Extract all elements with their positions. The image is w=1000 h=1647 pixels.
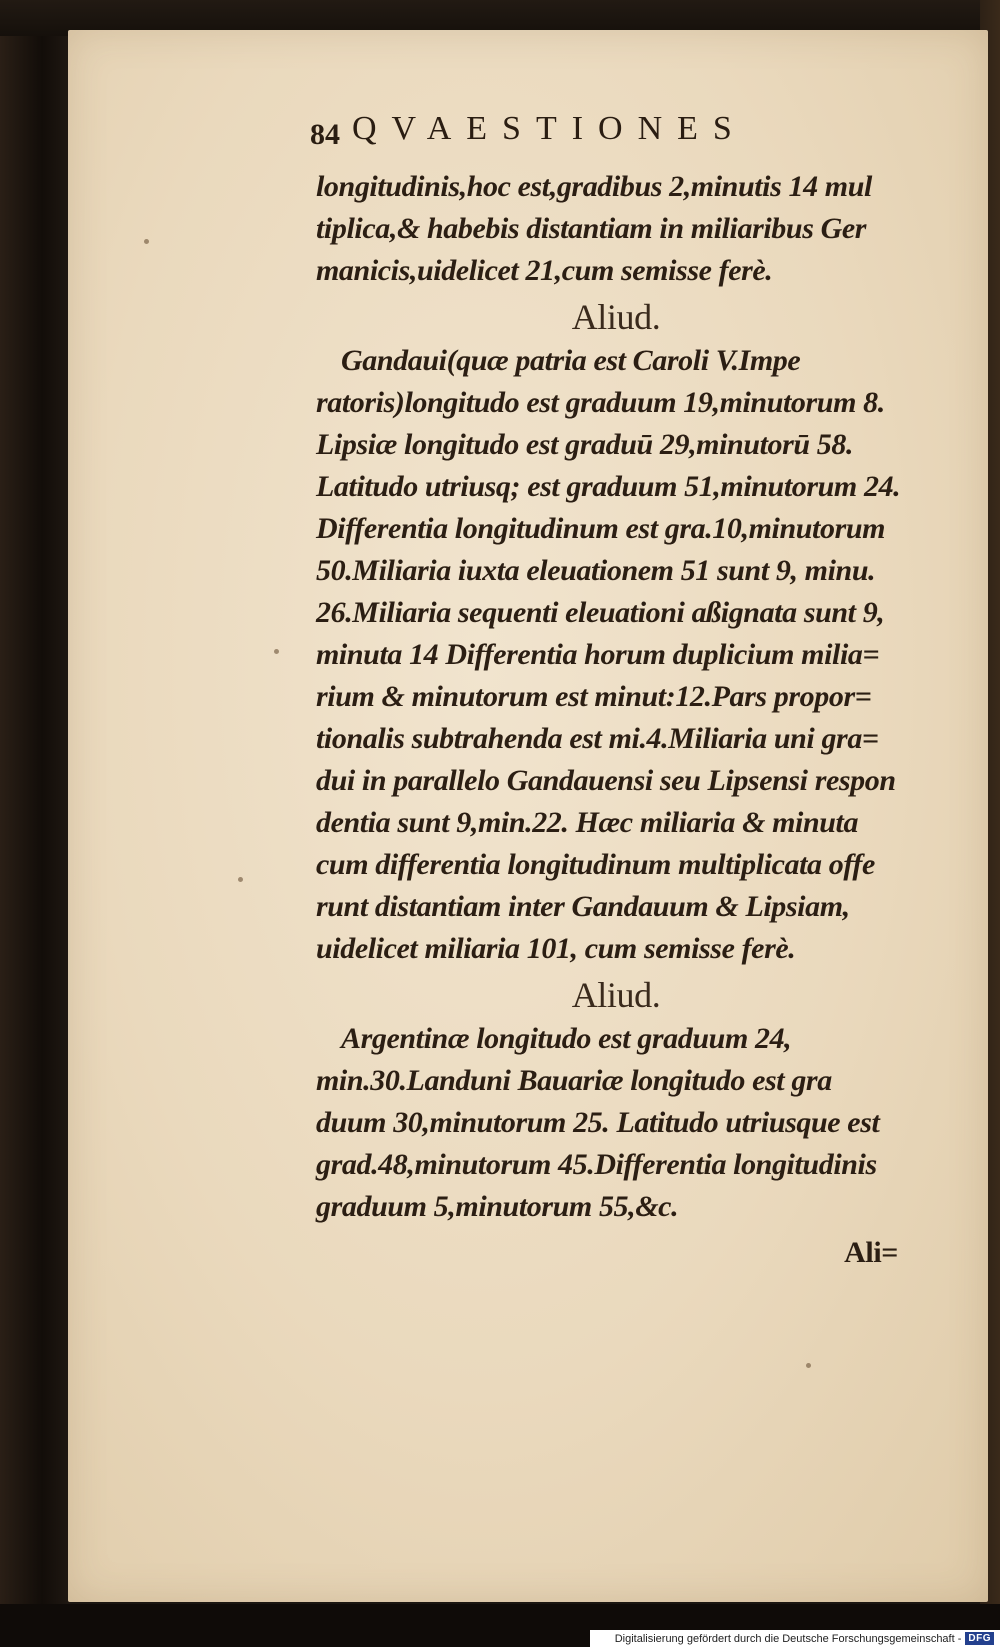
page-stain [806,1363,811,1368]
text-line: tionalis subtrahenda est mi.4.Miliaria uni gra= [316,722,879,755]
section-heading: Aliud. [571,975,661,1015]
page-header [236,110,936,166]
text-line: min.30.Landuni Bauariæ longitudo est gra [316,1064,832,1097]
text-line: ratoris)longitudo est graduum 19,minutorum 8. [316,386,885,419]
text-line: Argentinæ longitudo est graduum 24, [341,1022,792,1055]
digitization-credit-bar [590,1630,1000,1647]
text-line: graduum 5,minutorum 55,&c. [316,1190,679,1223]
page-text-block [236,110,936,1274]
digitization-credit-text: Digitalisierung gefördert durch die Deutsche Forschungsgemeinschaft - [614,1632,962,1645]
text-line: dui in parallelo Gandauensi seu Lipsensi respon [316,764,896,797]
page-number: 84 [310,118,340,151]
text-line: tiplica,& habebis distantiam in miliaribus Ger [316,212,867,245]
text-line: cum differentia longitudinum multiplicata offe [316,848,875,881]
text-line: dentia sunt 9,min.22. Hæc miliaria & minuta [316,806,859,839]
section-heading: Aliud. [571,297,661,337]
scan-background-left [0,0,70,1647]
text-line: Differentia longitudinum est gra.10,minutorum [316,512,886,545]
running-title: QVAESTIONES [352,110,747,147]
text-line: Gandaui(quæ patria est Caroli V.Impe [341,344,801,377]
text-line: 50.Miliaria iuxta eleuationem 51 sunt 9, minu. [316,554,876,587]
text-line: manicis,uidelicet 21,cum semisse ferè. [316,254,773,287]
text-line: minuta 14 Differentia horum duplicium milia= [316,638,880,671]
body-text [236,166,936,1274]
page-stain [144,239,149,244]
catchword: Ali= [844,1236,898,1269]
text-line: duum 30,minutorum 25. Latitudo utriusque est [316,1106,880,1139]
text-line: 26.Miliaria sequenti eleuationi aßignata sunt 9, [316,596,885,629]
dfg-logo: DFG [965,1632,994,1645]
text-line: uidelicet miliaria 101, cum semisse ferè. [316,932,796,965]
text-line: grad.48,minutorum 45.Differentia longitudinis [316,1148,877,1181]
text-line: Latitudo utriusq; est graduum 51,minutorum 24. [316,470,901,503]
text-line: runt distantiam inter Gandauum & Lipsiam, [316,890,850,923]
text-line: Lipsiæ longitudo est graduū 29,minutorū 58. [316,428,854,461]
text-line: longitudinis,hoc est,gradibus 2,minutis 14 mul [316,170,872,203]
text-line: rium & minutorum est minut:12.Pars propor= [316,680,872,713]
